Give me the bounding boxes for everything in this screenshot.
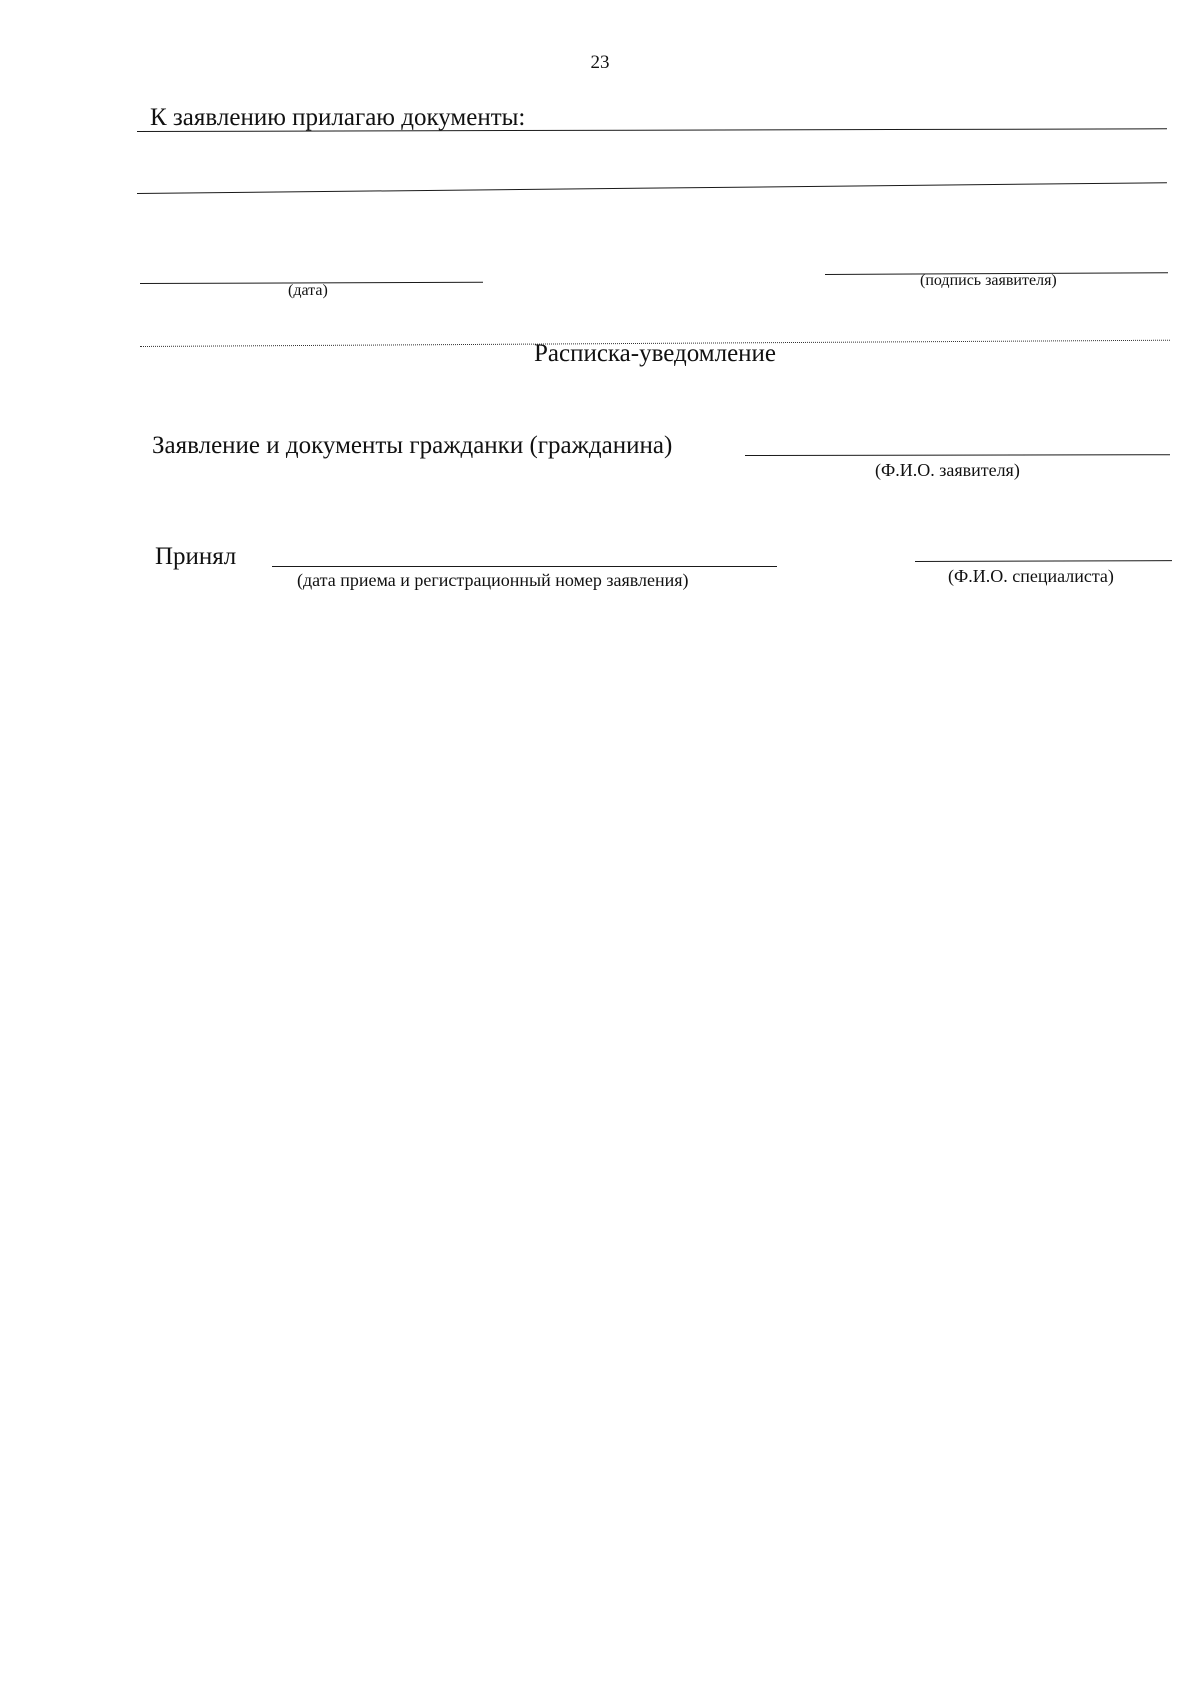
- receipt-title: Расписка-уведомление: [533, 340, 777, 367]
- receipt-statement: Заявление и документы гражданки (гражданина): [152, 432, 673, 459]
- attachments-line-2: [137, 182, 1167, 194]
- applicant-name-line: [745, 454, 1170, 456]
- attachments-heading: К заявлению прилагаю документы:: [150, 104, 526, 131]
- specialist-name-line: [915, 560, 1172, 562]
- accepted-label: Принял: [155, 543, 237, 570]
- registration-line: [272, 566, 777, 567]
- signature-caption: (подпись заявителя): [920, 272, 1057, 289]
- registration-caption: (дата приема и регистрационный номер заявления): [297, 570, 689, 590]
- applicant-name-caption: (Ф.И.О. заявителя): [875, 460, 1020, 480]
- page-number: 23: [590, 52, 610, 73]
- specialist-name-caption: (Ф.И.О. специалиста): [948, 566, 1114, 586]
- date-caption: (дата): [288, 282, 328, 299]
